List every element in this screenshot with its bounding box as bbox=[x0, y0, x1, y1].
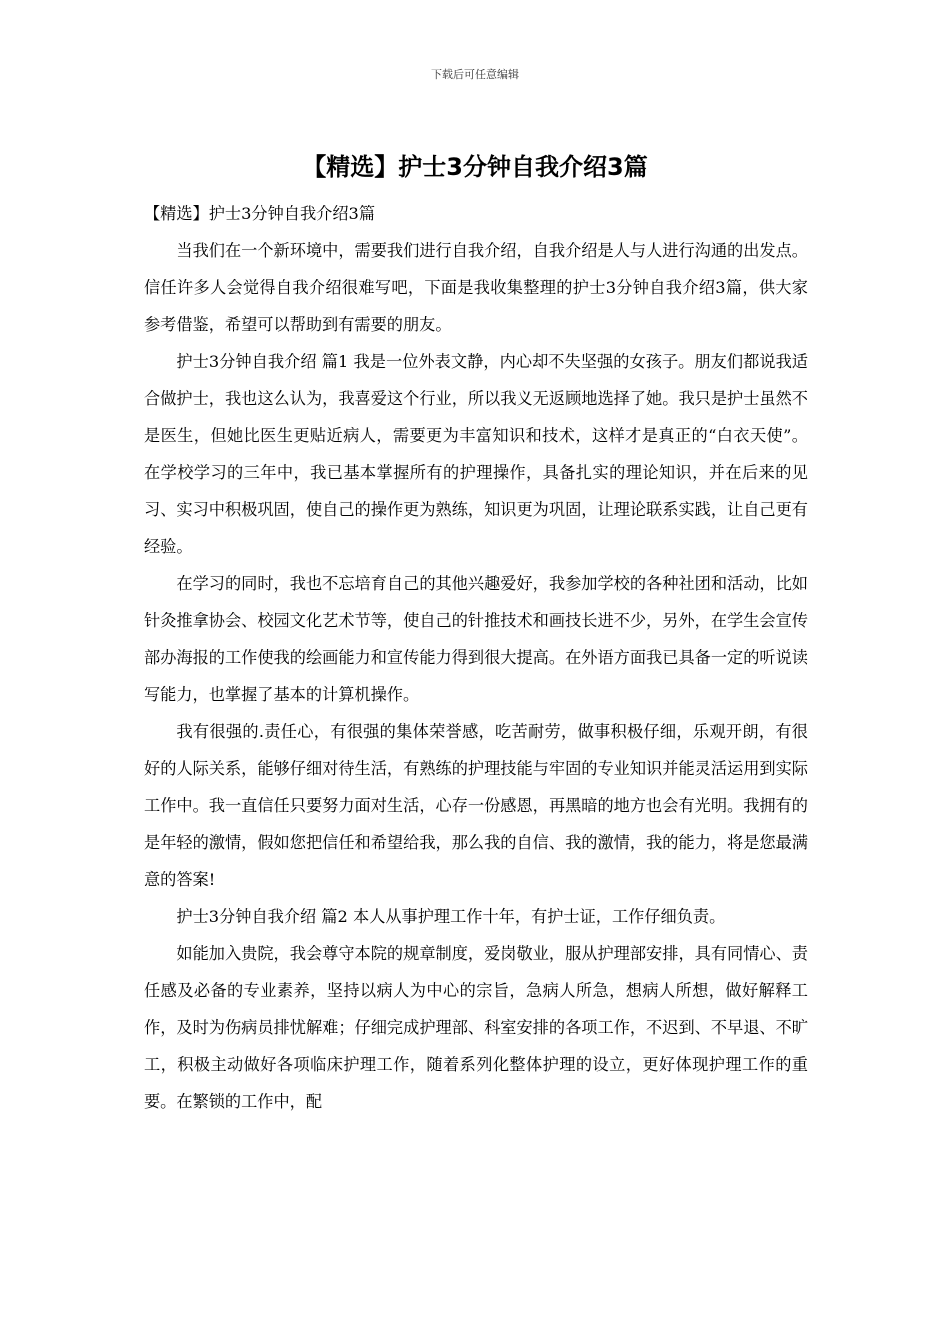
document-subtitle: 【精选】护士3分钟自我介绍3篇 bbox=[144, 204, 376, 223]
paragraph-essay2-part1: 护士3分钟自我介绍 篇2 本人从事护理工作十年，有护士证，工作仔细负责。 bbox=[176, 907, 726, 926]
paragraph-essay2-part2: 如能加入贵院，我会尊守本院的规章制度，爱岗敬业，服从护理部安排，具有同情心、责任感及必备的专业素养，坚持以病人为中心的宗旨，急病人所急，想病人所想，做好解释工作，及时为伤病员排忧解难；仔细完成护理部、科室安排的各项工作，不迟到、不早退、不旷工，积极主动做好各项临床护理工作，随着系列化整体护理的设立，更好体现护理工作的重要。在繁锁的工作中，配 bbox=[144, 944, 808, 1111]
page-header-note: 下载后可任意编辑 bbox=[431, 68, 519, 81]
document-body bbox=[144, 195, 808, 1120]
document-title: 【精选】护士3分钟自我介绍3篇 bbox=[302, 153, 648, 181]
paragraph-essay1-part2: 在学习的同时，我也不忘培育自己的其他兴趣爱好，我参加学校的各种社团和活动，比如针灸推拿协会、校园文化艺术节等，使自己的针推技术和画技长进不少，另外，在学生会宣传部办海报的工作使我的绘画能力和宣传能力得到很大提高。在外语方面我已具备一定的听说读写能力，也掌握了基本的计算机操作。 bbox=[144, 574, 808, 704]
paragraph-essay1-part1: 护士3分钟自我介绍 篇1 我是一位外表文静，内心却不失坚强的女孩子。朋友们都说我适合做护士，我也这么认为，我喜爱这个行业，所以我义无返顾地选择了她。我只是护士虽然不是医生，但她比医生更贴近病人，需要更为丰富知识和技术，这样才是真正的“白衣天使”。在学校学习的三年中，我已基本掌握所有的护理操作，具备扎实的理论知识，并在后来的见习、实习中积极巩固，使自己的操作更为熟练，知识更为巩固，让理论联系实践，让自己更有经验。 bbox=[144, 352, 808, 556]
paragraph-essay1-part3: 我有很强的.责任心，有很强的集体荣誉感，吃苦耐劳，做事积极仔细，乐观开朗，有很好的人际关系，能够仔细对待生活，有熟练的护理技能与牢固的专业知识并能灵活运用到实际工作中。我一直信任只要努力面对生活，心存一份感恩，再黑暗的地方也会有光明。我拥有的是年轻的激情，假如您把信任和希望给我，那么我的自信、我的激情，我的能力，将是您最满意的答案! bbox=[144, 722, 808, 889]
paragraph-intro: 当我们在一个新环境中，需要我们进行自我介绍，自我介绍是人与人进行沟通的出发点。信任许多人会觉得自我介绍很难写吧，下面是我收集整理的护士3分钟自我介绍3篇，供大家参考借鉴，希望可以帮助到有需要的朋友。 bbox=[144, 241, 808, 334]
